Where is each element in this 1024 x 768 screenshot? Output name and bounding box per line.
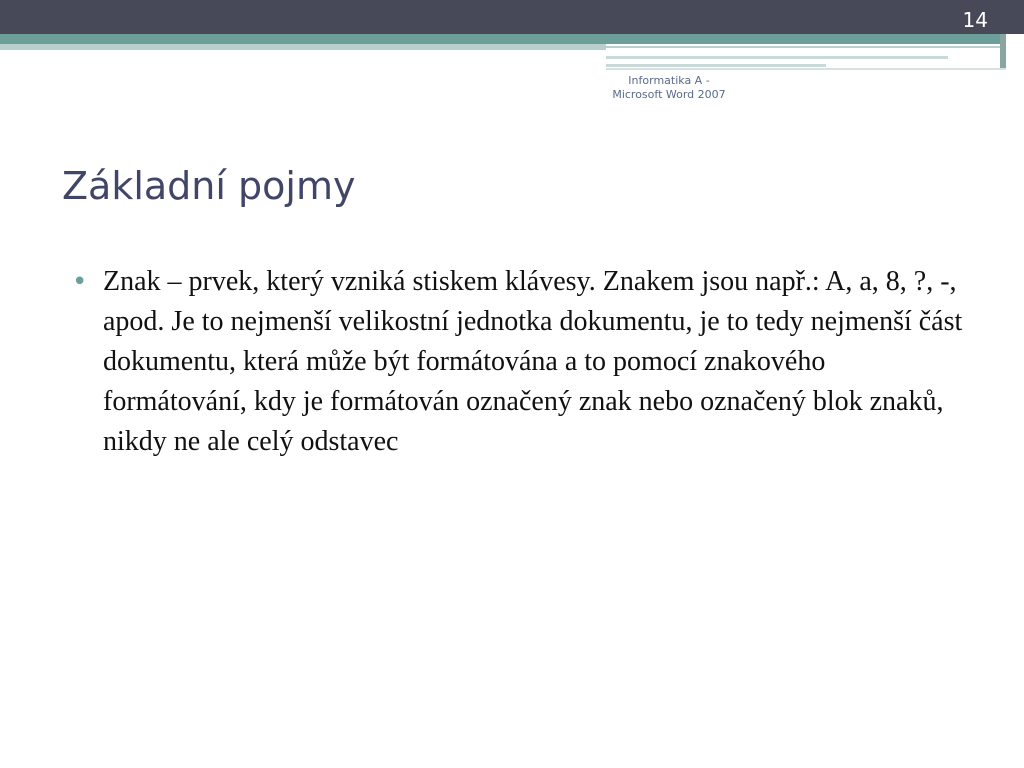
bullet-icon: • bbox=[72, 267, 88, 297]
accent-stripe-corner bbox=[1000, 34, 1006, 70]
decorative-line bbox=[606, 64, 826, 67]
bullet-text: Znak – prvek, který vzniká stiskem klávesy. Znakem jsou např.: A, a, 8, ?, -, apod. Je to nejmenší velikostní jednotka dokumentu, je to tedy nejmenší část dokumentu, která může být formátována a to pomocí znakového formátování, kdy je formátován označený znak nebo označený blok znaků, nikdy ne ale celý odstavec bbox=[103, 266, 963, 457]
top-bar bbox=[0, 0, 1024, 34]
accent-stripe bbox=[0, 34, 1000, 44]
decorative-line bbox=[606, 46, 1000, 48]
header-note-line-1: Informatika A - bbox=[628, 74, 710, 87]
accent-stripe-light bbox=[0, 44, 606, 50]
slide-number: 14 bbox=[962, 8, 988, 32]
decorative-line bbox=[606, 56, 948, 59]
decorative-line bbox=[606, 68, 1006, 70]
bullet-item bbox=[72, 262, 972, 462]
header-note bbox=[600, 74, 738, 102]
slide-title: Základní pojmy bbox=[62, 164, 356, 208]
slide-content bbox=[72, 262, 972, 462]
header-note-line-2: Microsoft Word 2007 bbox=[612, 88, 726, 101]
